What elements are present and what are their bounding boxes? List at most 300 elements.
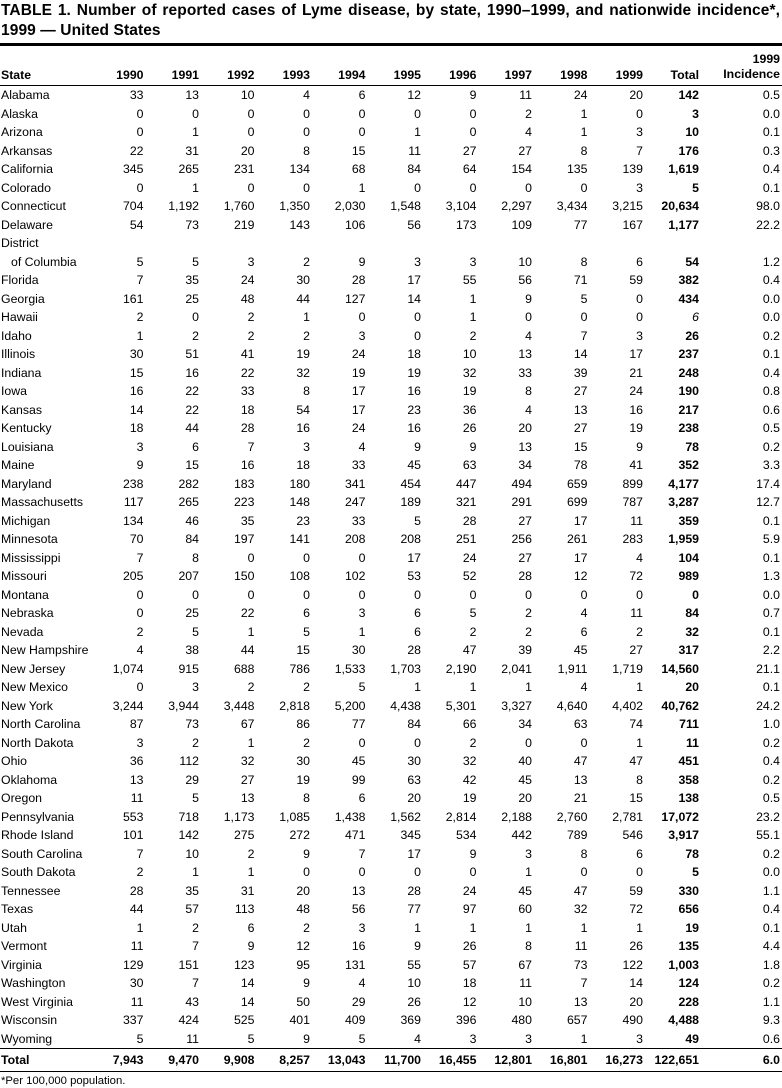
year-value-cell: 2,818 — [279, 698, 310, 713]
incidence-cell: 24.2 — [756, 698, 780, 713]
year-value-cell: 1 — [136, 328, 144, 343]
table-row — [0, 493, 782, 512]
total-cell: 4,488 — [668, 1013, 699, 1027]
year-value-cell: 0 — [358, 310, 366, 324]
year-value-cell: 15 — [296, 643, 310, 657]
year-value-cell: 0 — [469, 180, 477, 195]
year-value-cell: 0 — [303, 125, 310, 139]
state-name-cell: New Mexico — [1, 680, 68, 694]
total-cell: 20,634 — [661, 199, 699, 213]
year-value-cell: 17 — [573, 550, 588, 565]
year-value-cell: 6 — [414, 606, 421, 620]
year-value-cell: 2 — [525, 606, 532, 620]
year-value-cell: 63 — [407, 772, 421, 787]
incidence-cell: 55.1 — [756, 828, 780, 842]
year-value-cell: 29 — [185, 772, 199, 787]
year-value-cell: 1,173 — [223, 809, 255, 824]
year-value-cell: 18 — [296, 458, 310, 472]
year-value-cell: 10 — [185, 846, 199, 861]
year-value-cell: 1 — [414, 125, 421, 139]
year-value-cell: 45 — [573, 643, 588, 657]
year-value-cell: 40 — [518, 754, 532, 768]
total-cell: 3,917 — [668, 828, 699, 842]
total-cell: 359 — [678, 513, 699, 528]
year-value-cell: 18 — [462, 976, 477, 990]
year-value-cell: 8 — [525, 939, 532, 953]
table-row — [0, 734, 782, 753]
total-cell: 1,177 — [668, 217, 699, 232]
incidence-cell: 1.2 — [762, 254, 780, 269]
col-header-1990: 1990 — [90, 46, 146, 86]
year-value-cell: 7 — [136, 846, 144, 861]
year-value-cell: 16 — [240, 458, 255, 472]
year-value-cell: 135 — [566, 162, 588, 176]
year-value-cell: 1,548 — [390, 199, 421, 213]
year-value-cell: 247 — [344, 495, 366, 509]
year-value-cell: 14 — [129, 402, 144, 417]
year-value-cell: 73 — [185, 217, 199, 232]
year-value-cell: 11 — [574, 939, 588, 953]
year-value-cell: 12 — [296, 939, 310, 953]
year-value-cell: 9 — [303, 1031, 310, 1046]
year-value-cell: 27 — [240, 772, 255, 787]
total-cell: 228 — [678, 994, 699, 1009]
incidence-cell: 0.4 — [762, 754, 780, 768]
table-row — [0, 271, 782, 290]
col-header-1991: 1991 — [146, 46, 202, 86]
year-value-cell: 3,244 — [112, 698, 144, 713]
year-value-cell: 108 — [289, 569, 310, 583]
table-row — [0, 1011, 782, 1030]
year-value-cell: 34 — [518, 717, 532, 731]
state-name-cell: Louisiana — [1, 439, 54, 454]
year-value-cell: 3 — [469, 254, 477, 269]
year-value-cell: 27 — [518, 513, 532, 528]
year-value-cell: 1 — [192, 865, 199, 879]
year-value-cell: 30 — [296, 754, 310, 768]
year-value-cell: 480 — [511, 1013, 532, 1027]
year-value-cell: 0 — [414, 735, 421, 750]
year-value-cell: 8 — [303, 384, 310, 398]
year-value-cell: 4 — [580, 606, 588, 620]
year-value-cell: 16,273 — [590, 1049, 646, 1072]
year-value-cell: 22 — [185, 384, 199, 398]
table-row — [0, 512, 782, 531]
incidence-cell: 0.0 — [762, 310, 780, 324]
table-row — [0, 197, 782, 216]
total-cell: 17,072 — [661, 809, 699, 824]
year-value-cell: 5 — [303, 624, 310, 639]
year-value-cell: 0 — [247, 180, 255, 195]
year-value-cell: 7 — [136, 550, 144, 565]
year-value-cell: 7 — [580, 328, 588, 343]
footnote: *Per 100,000 population. — [1, 1075, 126, 1087]
incidence-cell: 23.2 — [756, 809, 780, 824]
year-value-cell: 8 — [303, 143, 310, 158]
year-value-cell: 45 — [351, 754, 366, 768]
year-value-cell: 454 — [400, 476, 421, 491]
table-row — [0, 438, 782, 457]
total-cell: 190 — [678, 384, 699, 398]
year-value-cell: 9 — [525, 291, 532, 306]
year-value-cell: 1 — [247, 735, 255, 750]
year-value-cell: 15 — [185, 458, 199, 472]
year-value-cell: 0 — [525, 587, 532, 602]
total-cell: 104 — [678, 550, 699, 565]
year-value-cell: 11,700 — [368, 1049, 424, 1072]
year-value-cell: 0 — [636, 106, 643, 121]
table-row — [0, 789, 782, 808]
year-value-cell: 123 — [233, 957, 255, 972]
table-row — [0, 216, 782, 235]
year-value-cell: 45 — [518, 772, 532, 787]
year-value-cell: 167 — [622, 217, 643, 232]
year-value-cell: 11 — [130, 994, 144, 1009]
year-value-cell: 0 — [247, 587, 255, 602]
year-value-cell: 27 — [573, 384, 588, 398]
year-value-cell: 2,190 — [445, 661, 477, 676]
table-row — [0, 160, 782, 179]
year-value-cell: 72 — [629, 902, 643, 916]
col-header-1995: 1995 — [368, 46, 424, 86]
col-header-incidence-label: Incidence — [723, 67, 780, 81]
year-value-cell: 401 — [289, 1013, 310, 1027]
table-row — [0, 900, 782, 919]
year-value-cell: 0 — [580, 310, 588, 324]
table-total-body — [0, 1049, 782, 1072]
table-row — [0, 123, 782, 142]
table-row — [0, 549, 782, 568]
year-value-cell: 26 — [629, 939, 643, 953]
table-row — [0, 586, 782, 605]
year-value-cell: 20 — [518, 791, 532, 805]
year-value-cell: 17 — [351, 402, 366, 417]
year-value-cell: 1 — [525, 920, 532, 935]
year-value-cell: 17 — [407, 846, 421, 861]
year-value-cell: 9 — [414, 439, 421, 454]
total-cell: 358 — [678, 772, 699, 787]
year-value-cell: 16 — [629, 402, 643, 417]
year-value-cell: 369 — [400, 1013, 421, 1027]
year-value-cell: 23 — [296, 513, 310, 528]
year-value-cell: 78 — [573, 458, 588, 472]
table-row — [0, 641, 782, 660]
year-value-cell: 20 — [629, 88, 643, 102]
year-value-cell: 33 — [351, 513, 366, 528]
year-value-cell: 424 — [178, 1013, 199, 1027]
year-value-cell: 17 — [407, 550, 421, 565]
year-value-cell: 9 — [358, 254, 366, 269]
table-row — [0, 567, 782, 586]
table-row — [0, 660, 782, 679]
state-name-cell: Vermont — [1, 939, 47, 953]
year-value-cell: 44 — [129, 902, 144, 916]
year-value-cell: 3 — [358, 920, 366, 935]
incidence-cell: 0.2 — [762, 976, 780, 990]
incidence-cell: 0.4 — [762, 902, 780, 916]
year-value-cell: 2 — [525, 106, 532, 121]
year-value-cell: 28 — [240, 421, 255, 435]
year-value-cell: 2,814 — [445, 809, 477, 824]
year-value-cell: 28 — [518, 569, 532, 583]
year-value-cell: 2 — [136, 865, 144, 879]
year-value-cell: 657 — [566, 1013, 588, 1027]
table-row — [0, 826, 782, 845]
year-value-cell: 77 — [573, 217, 588, 232]
state-name-cell: Wyoming — [1, 1031, 53, 1046]
year-value-cell: 87 — [129, 717, 144, 731]
year-value-cell: 1 — [358, 624, 366, 639]
incidence-cell: 0.1 — [762, 513, 780, 528]
state-name-cell: New York — [1, 698, 53, 713]
year-value-cell: 447 — [455, 476, 477, 491]
year-value-cell: 4 — [414, 1031, 421, 1046]
year-value-cell: 47 — [462, 643, 477, 657]
state-name-cell: South Carolina — [1, 846, 83, 861]
total-cell: 237 — [678, 347, 699, 361]
year-value-cell: 2 — [247, 310, 255, 324]
year-value-cell: 112 — [179, 754, 199, 768]
year-value-cell: 7 — [192, 976, 199, 990]
year-value-cell: 19 — [462, 791, 477, 805]
year-value-cell: 32 — [296, 365, 310, 380]
year-value-cell: 5 — [136, 254, 144, 269]
year-value-cell: 56 — [518, 273, 532, 287]
year-value-cell: 44 — [296, 291, 310, 306]
year-value-cell: 1,085 — [279, 809, 310, 824]
incidence-cell: 0.1 — [762, 624, 780, 639]
year-value-cell: 0 — [636, 865, 643, 879]
year-value-cell: 2 — [303, 328, 310, 343]
table-row — [0, 993, 782, 1012]
year-value-cell: 13 — [573, 772, 588, 787]
year-value-cell: 20 — [407, 791, 421, 805]
year-value-cell: 8 — [303, 791, 310, 805]
year-value-cell: 3 — [636, 180, 643, 195]
year-value-cell: 22 — [129, 143, 144, 158]
year-value-cell: 2 — [247, 328, 255, 343]
year-value-cell: 4,640 — [556, 698, 588, 713]
incidence-cell: 0.8 — [762, 384, 780, 398]
year-value-cell: 915 — [178, 661, 199, 676]
incidence-cell: 6.0 — [701, 1049, 782, 1072]
state-name-cell: California — [1, 162, 53, 176]
state-name-cell: Michigan — [1, 513, 51, 528]
year-value-cell: 7 — [636, 143, 643, 158]
year-value-cell: 11 — [186, 1031, 199, 1046]
year-value-cell: 1 — [469, 680, 477, 694]
year-value-cell: 1,074 — [112, 661, 144, 676]
year-value-cell: 7 — [247, 439, 255, 454]
year-value-cell: 22 — [185, 402, 199, 417]
year-value-cell: 55 — [407, 957, 421, 972]
year-value-cell: 134 — [289, 162, 310, 176]
year-value-cell: 272 — [289, 828, 310, 842]
year-value-cell: 2,781 — [612, 809, 643, 824]
state-name-cell: Arizona — [1, 125, 43, 139]
year-value-cell: 4 — [303, 88, 310, 102]
incidence-cell: 0.1 — [762, 550, 780, 565]
table-row — [0, 382, 782, 401]
incidence-cell: 12.7 — [756, 495, 780, 509]
year-value-cell: 718 — [178, 809, 199, 824]
year-value-cell: 1 — [414, 680, 421, 694]
year-value-cell: 1,911 — [557, 661, 588, 676]
table-row — [0, 956, 782, 975]
year-value-cell: 3 — [358, 606, 366, 620]
year-value-cell: 265 — [178, 495, 199, 509]
year-value-cell: 1 — [192, 125, 199, 139]
state-name-cell: Massachusetts — [1, 495, 84, 509]
total-cell: 49 — [685, 1031, 699, 1046]
incidence-cell: 0.6 — [762, 1031, 780, 1046]
incidence-cell: 1.3 — [762, 569, 780, 583]
year-value-cell: 150 — [233, 569, 255, 583]
year-value-cell: 1 — [358, 180, 366, 195]
state-name-cell: District of Columbia — [1, 236, 77, 269]
total-cell: 78 — [685, 439, 699, 454]
incidence-cell: 0.1 — [762, 680, 780, 694]
total-cell: 3 — [692, 106, 699, 121]
year-value-cell: 1 — [636, 735, 643, 750]
table-row — [0, 142, 782, 161]
year-value-cell: 265 — [178, 162, 199, 176]
year-value-cell: 54 — [296, 402, 310, 417]
year-value-cell: 238 — [122, 476, 144, 491]
incidence-cell: 0.2 — [762, 439, 780, 454]
year-value-cell: 5 — [192, 791, 199, 805]
total-cell: 19 — [685, 920, 699, 935]
state-name-cell: Illinois — [1, 347, 36, 361]
total-cell: 3,287 — [668, 495, 699, 509]
year-value-cell: 9 — [469, 439, 477, 454]
year-value-cell: 0 — [469, 587, 477, 602]
year-value-cell: 30 — [129, 347, 144, 361]
year-value-cell: 0 — [136, 680, 144, 694]
incidence-cell: 5.9 — [762, 532, 780, 546]
year-value-cell: 1 — [192, 180, 199, 195]
year-value-cell: 0 — [358, 550, 366, 565]
year-value-cell: 19 — [296, 347, 310, 361]
year-value-cell: 1,350 — [279, 199, 310, 213]
year-value-cell: 6 — [247, 920, 255, 935]
year-value-cell: 2 — [469, 328, 477, 343]
year-value-cell: 1 — [580, 1031, 588, 1046]
year-value-cell: 0 — [636, 587, 643, 602]
year-value-cell: 9 — [247, 939, 255, 953]
total-cell: 5 — [692, 865, 699, 879]
table-row — [0, 179, 782, 198]
year-value-cell: 28 — [129, 883, 144, 898]
year-value-cell: 0 — [358, 587, 366, 602]
year-value-cell: 33 — [129, 88, 144, 102]
year-value-cell: 5 — [580, 291, 588, 306]
year-value-cell: 2 — [192, 735, 199, 750]
col-header-total: Total — [645, 46, 701, 86]
year-value-cell: 704 — [122, 199, 144, 213]
total-cell: 20 — [685, 680, 699, 694]
year-value-cell: 0 — [303, 550, 310, 565]
year-value-cell: 18 — [407, 347, 421, 361]
year-value-cell: 5,200 — [334, 698, 366, 713]
col-header-state: State — [0, 46, 90, 86]
year-value-cell: 0 — [247, 550, 255, 565]
incidence-cell: 0.5 — [762, 421, 780, 435]
year-value-cell: 11 — [130, 791, 144, 805]
year-value-cell: 0 — [414, 865, 421, 879]
year-value-cell: 2 — [303, 254, 310, 269]
year-value-cell: 11 — [630, 606, 643, 620]
year-value-cell: 20 — [240, 143, 255, 158]
year-value-cell: 20 — [296, 883, 310, 898]
year-value-cell: 10 — [407, 976, 421, 990]
year-value-cell: 442 — [511, 828, 532, 842]
year-value-cell: 13 — [573, 994, 588, 1009]
year-value-cell: 25 — [185, 291, 199, 306]
total-cell: 176 — [678, 143, 699, 158]
year-value-cell: 67 — [518, 957, 532, 972]
year-value-cell: 31 — [185, 143, 199, 158]
year-value-cell: 3 — [469, 1031, 477, 1046]
year-value-cell: 11 — [519, 976, 532, 990]
incidence-cell: 0.1 — [762, 347, 780, 361]
year-value-cell: 16 — [185, 365, 199, 380]
year-value-cell: 8 — [580, 846, 588, 861]
total-cell: 122,651 — [645, 1049, 701, 1072]
year-value-cell: 29 — [351, 994, 366, 1009]
year-value-cell: 106 — [344, 217, 366, 232]
total-cell: 330 — [678, 883, 699, 898]
year-value-cell: 0 — [414, 106, 421, 121]
year-value-cell: 12 — [462, 994, 477, 1009]
total-cell: 317 — [678, 643, 699, 657]
year-value-cell: 3,104 — [445, 199, 477, 213]
total-cell: 1,619 — [668, 162, 699, 176]
year-value-cell: 283 — [622, 532, 643, 546]
year-value-cell: 51 — [185, 347, 199, 361]
year-value-cell: 0 — [525, 735, 532, 750]
year-value-cell: 35 — [185, 883, 199, 898]
total-cell: 124 — [678, 976, 699, 990]
state-name-cell: Virginia — [1, 957, 42, 972]
year-value-cell: 396 — [455, 1013, 477, 1027]
table-row — [0, 456, 782, 475]
year-value-cell: 1,562 — [390, 809, 421, 824]
year-value-cell: 36 — [129, 754, 144, 768]
year-value-cell: 787 — [622, 495, 643, 509]
year-value-cell: 16 — [296, 421, 310, 435]
year-value-cell: 66 — [462, 717, 477, 731]
year-value-cell: 2,030 — [334, 199, 366, 213]
year-value-cell: 1,703 — [390, 661, 421, 676]
year-value-cell: 5 — [136, 1031, 144, 1046]
total-cell: 54 — [685, 254, 699, 269]
year-value-cell: 8 — [636, 772, 643, 787]
year-value-cell: 9 — [414, 939, 421, 953]
year-value-cell: 17 — [407, 273, 421, 287]
year-value-cell: 63 — [573, 717, 588, 731]
year-value-cell: 205 — [122, 569, 144, 583]
year-value-cell: 22 — [240, 365, 255, 380]
table-row — [0, 105, 782, 124]
year-value-cell: 3 — [525, 1031, 532, 1046]
year-value-cell: 1 — [580, 920, 588, 935]
year-value-cell: 2 — [525, 624, 532, 639]
year-value-cell: 18 — [240, 402, 255, 417]
year-value-cell: 6 — [414, 624, 421, 639]
state-name-cell: Alaska — [1, 106, 38, 121]
year-value-cell: 0 — [136, 587, 144, 602]
